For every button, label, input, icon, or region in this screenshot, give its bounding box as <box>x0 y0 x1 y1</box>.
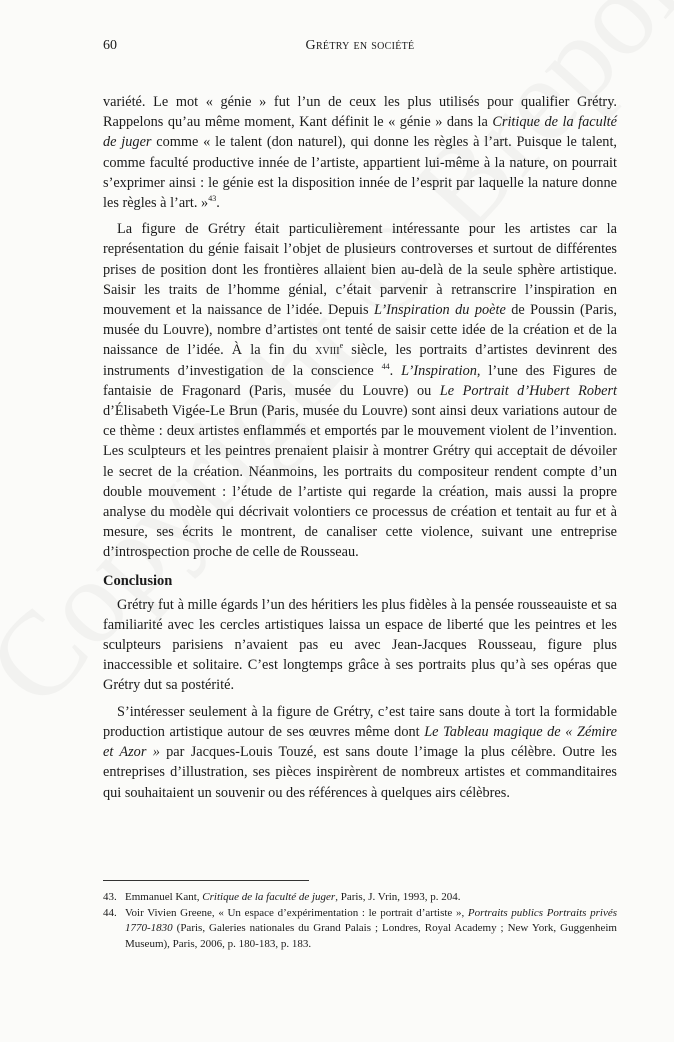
text-run: (Paris, Galeries nationales du Grand Palais ; Londres, Royal Academy ; New York, Guggenheim Museum), Paris, 2006, p. 180-183, p. 183. <box>125 922 617 950</box>
footnote-divider <box>103 880 309 881</box>
text-run: par Jacques-Louis Touzé, est sans doute l’image la plus célèbre. Outre les entreprises d’illustration, ses pièces inspirèrent de nombreux artistes et commanditaires qui souhaitaient un souvenir ou des références à quelques airs célèbres. <box>103 744 617 801</box>
text-run: de Poussin (Paris, musée du Louvre), nombre d’artistes ont tenté de saisir cette idée de la création et de la naissance de l’idée. À la fin du <box>103 302 617 359</box>
paragraph-2 <box>103 219 617 562</box>
artwork-title: L’Inspiration <box>401 362 477 379</box>
text-run: variété. Le mot « génie » fut l’un de ceux les plus utilisés pour qualifier Grétry. Rappelons qu’au même moment, Kant définit le « génie » dans la <box>103 94 617 131</box>
artwork-title: Le Portrait d’Hubert Robert <box>439 382 617 399</box>
century-suffix: e <box>339 341 344 351</box>
footnote-text <box>125 890 617 906</box>
artwork-title: L’Inspiration du poète <box>373 302 506 319</box>
text-run: , l’une des Figures de fantaisie de Fragonard (Paris, musée du Louvre) ou <box>103 362 617 399</box>
text-run: comme « le talent (don naturel), qui donne les règles à l’art. Puisque le talent, comme faculté productive innée de l’artiste, appartient lui-même à la nature, on pourrait s’exprimer ainsi : le génie est la disposition innée de l’esprit par laquelle la nature donne les règles à l’art. » <box>103 134 617 212</box>
text-run: d’Élisabeth Vigée-Le Brun (Paris, musée du Louvre) sont ainsi deux variations autour de ce thème : deux artistes enflammés et emportés par le mouvement violent de l’invention. Les sculpteurs et les peintres prenaient plaisir à montrer Grétry qui acceptait de dévoiler le secret de la création. Néanmoins, les portraits du compositeur rendent compte d’un double mouvement : l’étude de l’artiste qui regarde la création, mais aussi la propre analyse du modèle qui décrivait volontiers ce processus de création et tentait au fur et à mesure, ses écrits le montrent, de canaliser cette violence, suivant une entreprise d’introspection proche de celle de Rousseau. <box>103 403 617 561</box>
running-title: Grétry en société <box>305 38 415 53</box>
page-number: 60 <box>103 38 117 53</box>
text-run: . <box>216 195 220 212</box>
text-run: . <box>389 362 402 379</box>
century-numeral: xviii <box>315 342 340 359</box>
text-run: S’intéresser seulement à la figure de Grétry, c’est taire sans doute à tort la formidable production artistique autour de ses œuvres même dont <box>103 703 617 740</box>
paragraph-3: Grétry fut à mille égards l’un des héritiers les plus fidèles à la pensée rousseauiste et sa familiarité avec les cercles artistiques laissa un espace de liberté que les peintres et les sculpteurs parisiens n’avaient pas eu avec Jean-Jacques Rousseau, figure plus inaccessible et solitaire. C’est longtemps grâce à ses portraits plus qu’à ses opéras que Grétry dut sa postérité. <box>103 596 617 694</box>
book-title: Critique de la faculté de juger <box>202 891 336 903</box>
paragraph-1 <box>103 92 617 213</box>
footnote-43 <box>103 890 617 906</box>
body-text <box>103 92 617 803</box>
text-run: siècle, les portraits d’artistes devinrent des instruments d’investigation de la conscience <box>103 342 618 379</box>
section-heading: Conclusion <box>103 572 173 589</box>
paragraph-4 <box>103 702 617 803</box>
footnote-ref-43: 43 <box>208 194 217 204</box>
artwork-title: Le Tableau magique de « Zémire et Azor » <box>103 723 617 761</box>
book-title: Critique de la faculté de juger <box>103 114 618 151</box>
text-run: La figure de Grétry était particulièrement intéressante pour les artistes car la représentation du génie faisait l’objet de plusieurs controverses et surtout de différentes prises de position dont les frontières allaient bien au-delà de la seule sphère artistique. Saisir les traits de l’homme génial, c’était parvenir à retranscrire l’inspiration en mouvement et la naissance de l’idée. Depuis <box>103 221 617 319</box>
catalogue-title: Portraits publics Portraits privés 1770-1830 <box>125 906 617 934</box>
footnote-number: 43. <box>103 891 117 903</box>
footnote-text <box>125 906 617 953</box>
page-header <box>103 38 617 58</box>
footnote-ref-44: 44 <box>381 361 390 371</box>
footnote-44 <box>103 906 617 953</box>
text-run: Voir Vivien Greene, « Un espace d’expérimentation : le portrait d’artiste », <box>125 906 468 919</box>
footnotes <box>103 890 617 952</box>
text-run: , Paris, J. Vrin, 1993, p. 204. <box>335 891 461 903</box>
footnote-number: 44. <box>103 906 117 919</box>
text-run: Emmanuel Kant, <box>125 891 203 903</box>
